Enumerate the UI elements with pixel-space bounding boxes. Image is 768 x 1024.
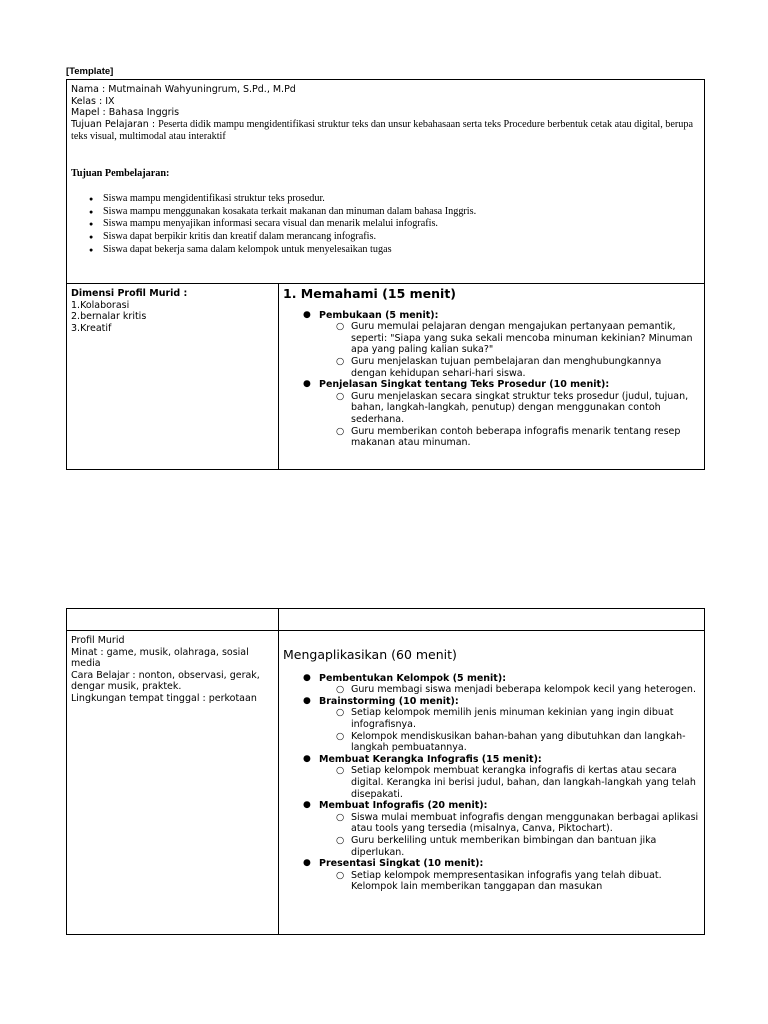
student-profile-cell	[67, 631, 279, 935]
student-profile-block	[67, 631, 278, 709]
info-block	[67, 80, 704, 260]
activity-point: ○ Siswa mulai membuat infografis dengan menggunakan berbagai aplikasi atau tools yang tersedia (misalnya, Canva, Piktochart).	[336, 812, 700, 835]
student-profile-line: Cara Belajar : nonton, observasi, gerak, dengar musik, praktek.	[71, 669, 260, 693]
memahami-list	[283, 310, 700, 449]
objectives-heading: Tujuan Pembelajaran:	[71, 167, 170, 179]
objective-item: ● Siswa mampu menyajikan informasi secara visual dan menarik melalui infografis.	[89, 218, 700, 231]
empty-header-row	[67, 609, 705, 631]
student-profile-line: Lingkungan tempat tinggal : perkotaan	[71, 692, 257, 704]
profile-dimension-block	[67, 284, 278, 338]
activity-points	[319, 870, 700, 893]
profile-dimension-cell	[67, 284, 279, 470]
empty-cell	[279, 609, 705, 631]
activity-heading: Pembentukan Kelompok (5 menit):	[319, 672, 506, 684]
activity-heading: Penjelasan Singkat tentang Teks Prosedur (10 menit):	[319, 379, 610, 391]
activity-item	[303, 800, 700, 858]
activity-item	[303, 310, 700, 380]
activity-points	[319, 684, 700, 696]
memahami-title: 1. Memahami (15 menit)	[283, 286, 457, 301]
activity-point: ○ Guru menjelaskan secara singkat struktur teks prosedur (judul, tujuan, bahan, langkah-langkah, penutup) dengan menggunakan contoh sederhana.	[336, 391, 700, 426]
activity-heading: Membuat Kerangka Infografis (15 menit):	[319, 753, 542, 765]
info-cell	[67, 80, 705, 284]
activity-item	[303, 858, 700, 893]
activity-heading: Brainstorming (10 menit):	[319, 695, 459, 707]
activity-points	[319, 321, 700, 379]
student-profile-line: Profil Murid	[71, 635, 125, 646]
empty-cell	[67, 609, 279, 631]
activity-item	[303, 696, 700, 754]
activity-point: ○ Guru memberikan contoh beberapa infografis menarik tentang resep makanan atau minuman.	[336, 426, 700, 449]
objective-item: ● Siswa mampu menggunakan kosakata terkait makanan dan minuman dalam bahasa Inggris.	[89, 206, 700, 219]
mengaplikasikan-block	[279, 631, 704, 897]
activity-point: ○ Guru berkeliling untuk memberikan bimbingan dan bantuan jika diperlukan.	[336, 835, 700, 858]
activity-points	[319, 765, 700, 800]
subject-label: Mapel : Bahasa Inggris	[71, 107, 180, 119]
activity-heading: Pembukaan (5 menit):	[319, 309, 439, 321]
activity-points	[319, 812, 700, 858]
activity-point: ○ Kelompok mendiskusikan bahan-bahan yang dibutuhkan dan langkah-langkah pembuatannya.	[336, 731, 700, 754]
profile-dimension-item: 3.Kreatif	[71, 322, 112, 334]
info-row	[67, 80, 705, 284]
activity-item	[303, 673, 700, 696]
activity-point: ○ Setiap kelompok membuat kerangka infografis di kertas atau secara digital. Kerangka ini berisi judul, bahan, dan langkah-langkah yang telah disepakati.	[336, 765, 700, 800]
activity-item	[303, 379, 700, 449]
mengaplikasikan-title: Mengaplikasikan (60 menit)	[283, 647, 457, 662]
objective-item: ● Siswa dapat bekerja sama dalam kelompok untuk menyelesaikan tugas	[89, 244, 700, 257]
objective-item: ● Siswa dapat berpikir kritis dan kreatif dalam merancang infografis.	[89, 231, 700, 244]
mengaplikasikan-cell	[279, 631, 705, 935]
learning-goal	[71, 119, 700, 144]
activity-point: ○ Guru menjelaskan tujuan pembelajaran dan menghubungkannya dengan kehidupan sehari-hari siswa.	[336, 356, 700, 379]
activity-points	[319, 707, 700, 753]
mengaplikasikan-row	[67, 631, 705, 935]
student-profile-line: Minat : game, musik, olahraga, sosial media	[71, 646, 249, 670]
activity-point: ○ Setiap kelompok mempresentasikan infografis yang telah dibuat. Kelompok lain memberikan tanggapan dan masukan	[336, 870, 700, 893]
profile-dimension-item: 2.bernalar kritis	[71, 311, 147, 323]
lesson-plan-table-2	[66, 608, 705, 935]
activity-points	[319, 391, 700, 449]
activity-point: ○ Guru memulai pelajaran dengan mengajukan pertanyaan pemantik, seperti: "Siapa yang suka sekali mencoba minuman kekinian? Minuman apa yang paling kalian suka?"	[336, 321, 700, 356]
profile-dimension-item: 1.Kolaborasi	[71, 299, 130, 311]
profile-dimension-title: Dimensi Profil Murid :	[71, 288, 188, 299]
learning-goal-prefix: Tujuan Pelajaran :	[71, 118, 159, 130]
memahami-cell	[279, 284, 705, 470]
lesson-plan-table-1	[66, 79, 705, 470]
objectives-list	[71, 193, 700, 256]
activity-item	[303, 754, 700, 800]
activity-point: ○ Guru membagi siswa menjadi beberapa kelompok kecil yang heterogen.	[336, 684, 700, 696]
mengaplikasikan-list	[283, 673, 700, 893]
learning-goal-text: Peserta didik mampu mengidentifikasi struktur teks dan unsur kebahasaan serta teks Procedure berbentuk cetak atau digital, berupa teks visual, multimodal atau interaktif	[71, 118, 694, 143]
template-label: [Template]	[66, 66, 114, 77]
activity-point: ○ Setiap kelompok memilih jenis minuman kekinian yang ingin dibuat infografisnya.	[336, 707, 700, 730]
class-label: Kelas : IX	[71, 95, 115, 107]
activity-heading: Membuat Infografis (20 menit):	[319, 800, 488, 812]
memahami-row	[67, 284, 705, 470]
objective-item: ● Siswa mampu mengidentifikasi struktur teks prosedur.	[89, 193, 700, 206]
activity-heading: Presentasi Singkat (10 menit):	[319, 858, 484, 870]
teacher-name: Nama : Mutmainah Wahyuningrum, S.Pd., M.Pd	[71, 84, 296, 95]
memahami-block	[279, 284, 704, 453]
